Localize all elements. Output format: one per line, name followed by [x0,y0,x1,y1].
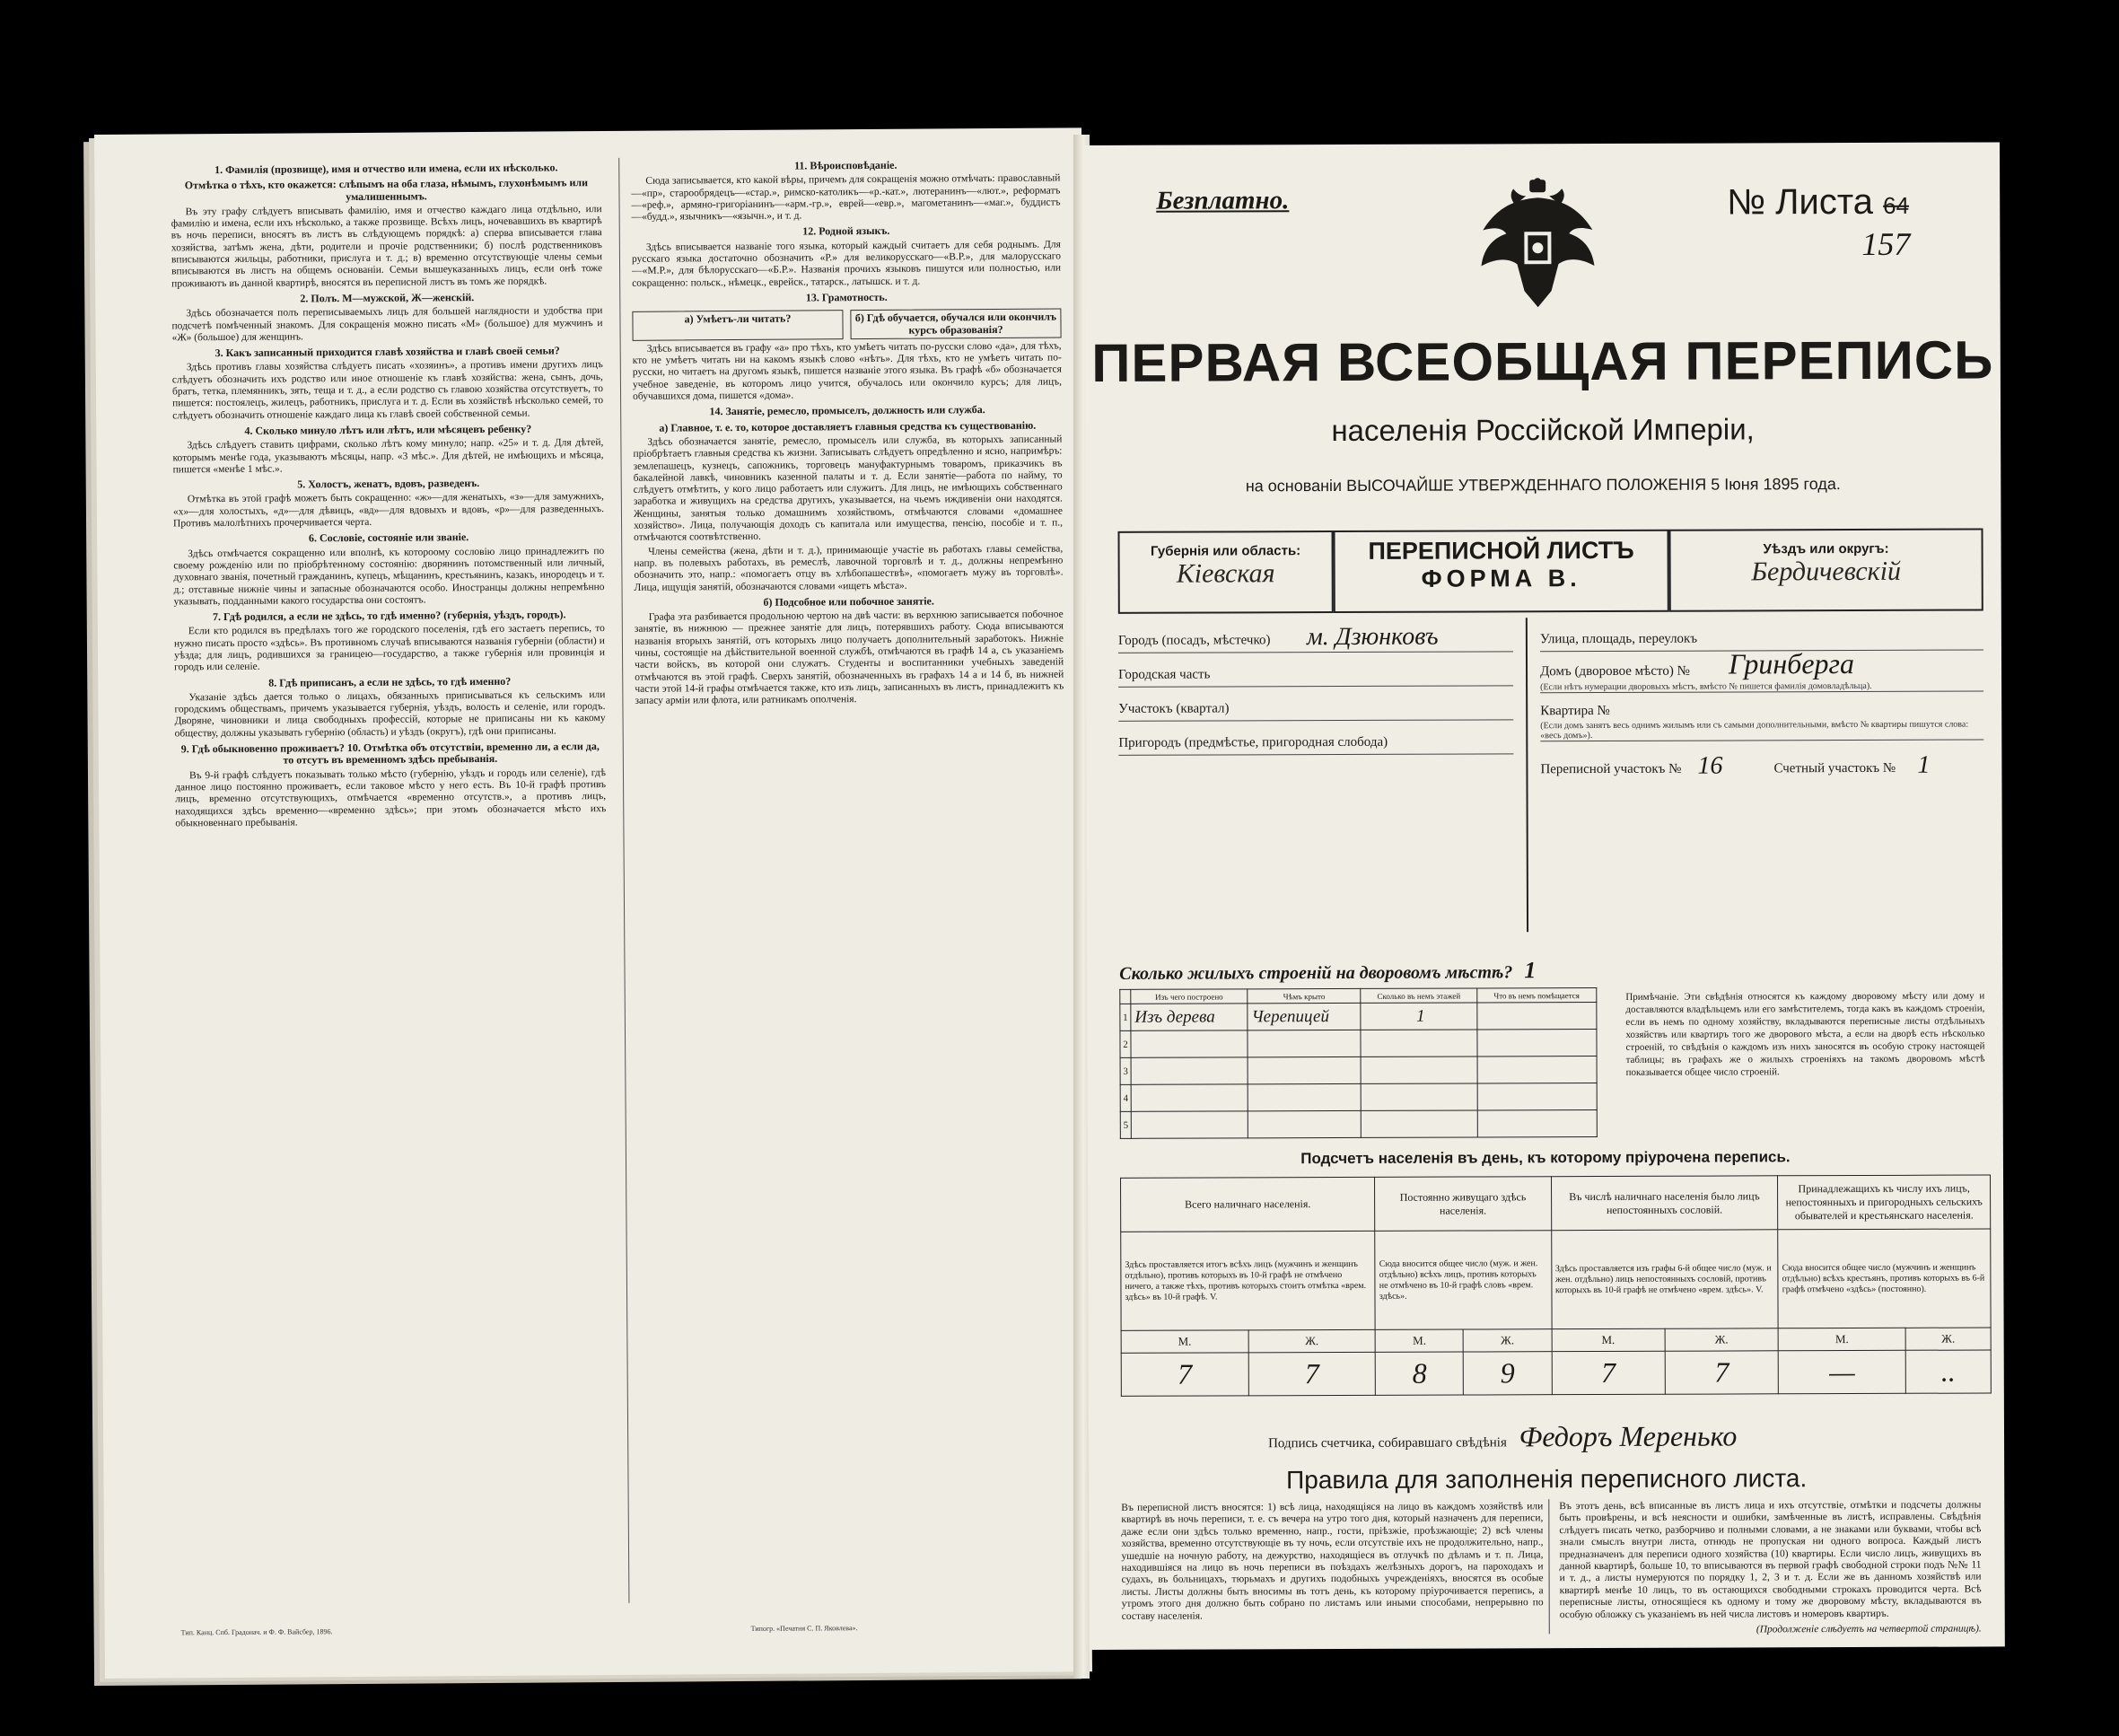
page-subtitle: населенія Россійской Имперіи, [1331,412,1755,448]
building-use [1477,1083,1597,1110]
district-label: Уѣздъ или округъ: [1763,540,1889,557]
house-row [1540,647,1983,694]
count-values-row [1121,1350,1991,1396]
page-title: ПЕРВАЯ ВСЕОБЩАЯ ПЕРЕПИСЬ [1091,329,1994,393]
count-column-description: Здѣсь проставляется итогъ всѣхъ лицъ (мужчинъ и женщинъ отдѣльно), противъ которыхъ въ 10-й графѣ не отмѣчено ничего, а также тѣхъ, противъ которыхъ стоитъ отмѣтка «врем. здѣсь» въ 10-й графѣ. V. [1121,1231,1376,1330]
section-heading: 5. Холостъ, женатъ, вдовъ, разведенъ. [297,477,480,491]
count-sex-row [1121,1328,1991,1353]
suburb-label: Пригородъ (предмѣстье, пригородная слобода) [1118,734,1388,750]
signature-label: Подпись счетчика, собиравшаго свѣдѣнія [1268,1435,1507,1451]
table-row [1120,1110,1597,1139]
buildings-header: Изъ чего построено [1131,989,1248,1004]
column-divider [618,158,629,1603]
row-number: 5 [1120,1111,1131,1138]
printer-footer-right: Типогр. «Печатня С. П. Яковлева». [750,1624,858,1633]
count-column-header: Постоянно живущаго здѣсь населенія. [1375,1177,1551,1232]
census-district-value: 16 [1697,751,1723,780]
form-subtitle: ФОРМА В. [1421,565,1581,592]
sex-label: М. [1552,1328,1665,1351]
buildings-header-row [1120,988,1597,1004]
row-number: 3 [1120,1057,1131,1084]
section-text: Члены семейства (жена, дѣти и т. д.), принимающіе участіе въ работахъ главы семейства, напр. въ полевыхъ работахъ, въ ремеслѣ, лавочной торговлѣ и т. д., должны непремѣнно обозначить это, напр.: «помогаетъ отцу въ хлѣбопашествѣ», «помогаетъ мужу въ торговлѣ». Лица, ищущія занятій, обозначаются словами «ищетъ мѣста». [634,543,1064,593]
buildings-header: Чѣмъ крыто [1248,988,1361,1003]
count-column-description: Сюда вносится общее число (муж. и жен. отдѣльно) всѣхъ лицъ, противъ которыхъ не отмѣчено въ 10-й графѣ словъ «врем. здѣсь». [1375,1231,1552,1330]
house-value: Гринберга [1728,647,1855,680]
building-use [1477,1030,1597,1057]
section-heading: 8. Гдѣ приписанъ, а если не здѣсь, то гдѣ именно? [268,674,512,689]
building-roof [1248,1030,1361,1057]
province-value: Кіевская [1176,558,1275,589]
section-heading: 13. Грамотность. [805,290,888,304]
building-floors [1361,1057,1476,1083]
enumerator-signature [1268,1419,1737,1454]
building-material [1131,1030,1248,1057]
building-use [1477,1057,1597,1083]
rules-text: Въ этотъ день, всѣ вписанные въ листъ лица и ихъ отсутствіе, отмѣтки и подсчеты должны быть провѣрены, и всѣ неясности и ошибки, замѣченные въ листѣ, исправлены. Свѣдѣнія слѣдуетъ писать четко, разборчиво и полными словами, а не знаками или буквами, чтобы всѣ знали смыслъ внутри листа, отнюдь не пропуская ни одного вопроса. Каждый листъ предназначенъ для переписи одного хозяйства (10) квартиры. Если число лицъ, живущихъ въ данной квартирѣ, больше 10, то вписываются въ первой графѣ свободной строки подъ №№ 11 и т. д., а листы нумеруются по порядку 1, 2, 3 и т. д. Если же въ данномъ хозяйствѣ или квартирѣ менѣе 10 лицъ, то въ остающихся свободными строкахъ проводится черта. Всѣ переписные листы, относящіеся къ одному и тому же дворовому мѣсту, вкладываются въ особую обложку съ указаніемъ въ ней числа листовъ и номеровъ квартиръ. [1559,1499,1982,1620]
section-heading: 14. Занятіе, ремесло, промыселъ, должность или служба. [709,403,985,418]
sex-label: Ж. [1905,1328,1991,1350]
free-label: Безплатно. [1156,186,1290,215]
section-heading: 7. Гдѣ родился, а если не здѣсь, то гдѣ именно? (губернія, уѣздъ, городъ). [212,608,566,624]
count-value: 7 [1248,1352,1376,1395]
building-floors [1362,1110,1477,1137]
buildings-header: Что въ немъ помѣщается [1476,988,1596,1003]
section-heading: 2. Полъ. М—мужской, Ж—женскій. [300,291,475,305]
building-floors [1361,1030,1476,1057]
apartment-label: Квартира № [1540,703,1610,719]
count-column-header: Принадлежащихъ къ числу ихъ лицъ, непостоянныхъ и пригородныхъ сельскихъ обывателей и крестьянскаго населенія. [1778,1175,1991,1230]
section-text: Здѣсь обозначается полъ переписываемыхъ лицъ для большей наглядности и удобства при подсчетѣ помѣченный знакомъ. Для сокращенія можно писать «М» (большое) для мужчинъ и «Ж» (большое) для женщинъ. [171,305,603,344]
buildings-header: Сколько въ немъ этажей [1361,988,1476,1003]
printer-footer-left: Тип. Канц. Спб. Градонач. и Ф. Ф. Вайсбер, 1896. [180,1627,333,1637]
city-row [1118,618,1513,653]
section-heading: 1. Фамилія (прозвище), имя и отчество или имена, если их нѣсколько. [215,161,558,177]
sex-label: Ж. [1665,1328,1778,1351]
apartment-row [1540,692,1983,742]
sex-label: М. [1778,1328,1905,1350]
street-label: Улица, площадь, переулокъ [1539,631,1698,647]
address-right [1526,617,1984,933]
form-title-box [1333,530,1668,613]
rules-divider [1548,1499,1550,1634]
building-material [1131,1084,1248,1111]
sex-label: М. [1375,1329,1463,1352]
buildings-table [1119,987,1598,1139]
rules-text-right [1559,1500,1982,1637]
section-heading: 12. Родной языкъ. [802,224,890,238]
district-box [1668,529,1983,612]
suburb-row [1118,720,1513,756]
count-value: 7 [1552,1351,1666,1394]
building-floors [1361,1083,1476,1110]
section-text: Графа эта разбивается продольною чертою на двѣ части: въ верхнюю записывается побочное занятіе, въ нижнюю — прежнее занятіе для лицъ, потерявшихъ работу. Сюда вписываются названія вторыхъ занятій, отъ которыхъ лицо получаетъ дополнительный заработокъ. Нижніе чины, состоящіе на дѣйствительной военной службѣ, отмѣчаются въ графѣ 14 а, съ указаніемъ части войскъ, въ которой они служатъ. Студенты и воспитанники учебныхъ заведеній отмѣчаются въ этой графѣ. Сверхъ занятій, обозначенныхъ въ графахъ 14 а и 14 б, въ нижней части этой 14-й графы отмѣчается также, кто изъ лицъ, записанныхъ въ листъ, принадлежитъ къ запасу арміи или флота, или ратникамъ ополченія. [634,609,1064,706]
house-label: Домъ (дворовое мѣсто) № [1540,663,1690,679]
table-row [1120,1030,1597,1058]
building-roof [1248,1057,1361,1083]
left-page [94,127,1092,1679]
row-number: 1 [1120,1004,1131,1030]
rules-continuation: (Продолженіе слѣдуетъ на четвертой страницѣ). [1756,1623,1982,1635]
city-part-label: Городская часть [1118,667,1211,682]
count-value: 7 [1665,1351,1779,1394]
row-number: 4 [1120,1084,1131,1111]
sex-label: М. [1121,1330,1248,1353]
count-column-header: Всего наличнаго населенія. [1121,1177,1376,1232]
signature-value: Федоръ Меренько [1519,1419,1738,1453]
section-text: Здѣсь противъ главы хозяйства слѣдуетъ писать «хозяинъ», а противъ имени другихъ лицъ слѣдуетъ обозначить ихъ родство или иное отношеніе къ главѣ хозяйства: жена, сынъ, дочь, братъ, тетка, племянникъ, зять, теща и т. д., а если родство съ главою хозяйства отсутствуетъ, то пишется: постоялецъ, жилецъ, работникъ, прислуга и т. д. Если въ хозяйствѣ нѣсколько семей, то слѣдуетъ обозначить отношеніе каждаго лица къ главѣ своей собственной семьи. [171,359,604,422]
section-text: Отмѣтка въ этой графѣ можетъ быть сокращенно: «ж»—для женатыхъ, «з»—для замужнихъ, «х»—для холостыхъ, «д»—для дѣвицъ, «вд»—для вдовыхъ и вдовъ, «р»—для разведенныхъ. Противъ малолѣтнихъ прочерчивается черта. [172,491,604,530]
sector-label: Участокъ (квартал) [1118,701,1230,716]
apartment-note: (Если домъ занятъ весь однимъ жилымъ или съ самыми дополнительными, вмѣсто № квартиры пишутся слова: «весь домъ»). [1540,719,1969,741]
double-headed-eagle-icon [1470,176,1606,311]
count-column-header: Въ числѣ наличнаго населенія было лицъ непостоянныхъ сословій. [1551,1176,1778,1231]
section-text: Здѣсь обозначается занятіе, ремесло, промыселъ или служба, въ которыхъ записанный пріобрѣтаетъ главныя средства къ жизни. Записывать слѣдуетъ опредѣленно и ясно, напримѣръ: землепашецъ, кузнецъ, сапожникъ, торговецъ мануфактурнымъ товаромъ, приказчикъ въ бакалейной лавкѣ, чиновникъ казенной палаты и т. д. Если занятіе—работа по найму, то слѣдуетъ отмѣтить, у кого лицо работаетъ или служитъ. Для лицъ, не имѣющихъ собственнаго заработка и живущихъ на средства другихъ, указывается, на чьемъ иждивеніи они находятся. Женщины, занятыя только домашнимъ хозяйствомъ, отмѣчаются словами «домашнее хозяйство». Лица, получающія доходъ съ капитала или имущества, пенсію, пособіе и т. п., отмѣчаются соотвѣтственно. [633,434,1064,544]
sex-label: Ж. [1248,1329,1376,1352]
rules-text-left: Въ переписной листъ вносятся: 1) всѣ лица, находящіяся на лицо въ каждомъ хозяйствѣ или квартирѣ въ ночь переписи, т. е. съ вечера на утро того дня, который назначенъ для переписи, даже если они здѣсь только временно, напр., гости, пріѣзжіе, проѣзжающіе; 2) всѣ члены хозяйства, временно отсутствующіе въ ту ночь, если отсутствіе ихъ не продолжительно, напр., ушедшіе на ночную работу, на дежурство, находящіеся въ отлучкѣ по дѣламъ и т. п. Лица, находившіяся на лицо въ ночь переписи въ поѣздахъ желѣзныхъ дорогъ, на пароходахъ и судахъ, въ больницахъ, тюрьмахъ и другихъ подобныхъ учрежденіяхъ, вносятся въ особые листы. Листы должны быть вносимы въ тотъ день, къ которому пріурочивается перепись, а утромъ этого дня должно быть собрано по листамъ или иными способами, непрерывно по составу населенія. [1121,1501,1544,1622]
section-heading: 3. Какъ записанный приходится главѣ хозяйства и главѣ своей семьи? [215,344,560,360]
section-text: Въ 9-й графѣ слѣдуетъ показывать только мѣсто (губернію, уѣздъ и городъ или селеніе), гдѣ данное лицо постоянно проживаетъ, если таковое мѣсто у него есть. Въ 10-й графѣ противъ лицъ, временно отсутствующихъ, отмѣчается «временно отсутств.», а противъ лицъ, находящихся здѣсь временно—«временно здѣсь»; при этомъ обозначается мѣсто ихъ обыкновеннаго пребыванія. [175,767,607,829]
building-roof [1248,1110,1361,1137]
population-count-table [1120,1174,1992,1396]
rules-heading: Правила для заполненія переписного листа. [1286,1464,1808,1495]
legal-basis: на основаніи ВЫСОЧАЙШЕ УТВЕРЖДЕННАГО ПОЛОЖЕНІЯ 5 Іюня 1895 года. [1245,475,1841,495]
instructions-column-right [631,154,1064,709]
census-district-row [1540,741,1983,782]
building-use [1477,1110,1597,1137]
building-material [1131,1057,1248,1084]
section-text: Сюда записывается, кто какой вѣры, причемъ для сокращенія можно отмѣчать: православный—«пр», старообрядецъ—«стар.», римско-католикъ—«р.-кат.», лютеранинъ—«лют.», реформатъ—«реф.», армяно-григоріанинъ—«арм.-гр.», еврей—«евр.», магометанинъ—«маг.», буддистъ—«будд.», язычникъ—«язычн.», и т. д. [631,172,1061,224]
count-district-label: Счетный участокъ № [1773,760,1896,776]
building-material [1131,1111,1248,1138]
section-subheading: б) Подсобное или побочное занятіе. [763,594,934,609]
sheet-number-struck: 64 [1883,191,1910,219]
building-floors: 1 [1361,1003,1476,1030]
count-value: 7 [1121,1353,1248,1396]
buildings-remark: Примѣчаніе. Эти свѣдѣнія относятся къ каждому дворовому мѣсту или дому и доставляются владѣльцемъ или его замѣстителемъ, тогда какъ въ каждомъ строеніи, если въ немъ по одному хозяйству, вкладываются переписные листы отдѣльныхъ хозяйствъ или квартиръ того же дворового мѣста, а если на дворѣ есть нѣсколько строеній, то свѣдѣнія о каждомъ изъ нихъ заносятся въ особую строку настоящей таблицы; въ графахъ же о жилыхъ строеніяхъ на такомъ дворовомъ мѣстѣ показывается общее число строеній. [1625,990,1985,1078]
section-text: Здѣсь слѣдуетъ ставить цифрами, сколько лѣтъ кому минуло; напр. «25» и т. д. Для дѣтей, которымъ менѣе года, указываютъ мѣсяцы, напр. «3 мѣс.». Для дѣтей, не имѣющихъ и мѣсяца, пишется «менѣе 1 мѣс.». [172,437,604,476]
building-use [1477,1003,1597,1030]
city-part-row [1118,652,1513,688]
section-text: Здѣсь вписывается названіе того языка, который каждый считаетъ для себя роднымъ. Для русскаго языка достаточно обозначить «Р.» для великорусскаго—«В.Р.», для малорусскаго—«М.Р.», для бѣлорусскаго—«Б.Р.». Названія прочихъ языковъ пишутся или полностью, или сокращенно: польск., нѣмецк., еврейск., татарск., латышск. и т. д. [631,239,1062,289]
province-label: Губернія или область: [1150,543,1301,559]
count-value: 9 [1464,1352,1552,1395]
census-district-label: Переписной участокъ № [1540,761,1682,777]
city-value: м. Дзюнковъ [1306,622,1439,652]
house-note: (Если нѣтъ нумерации дворовыхъ мѣстъ, вмѣсто № пишется фамилія домовладѣльца). [1540,680,1872,693]
section-subheading: а) Главное, т. е. то, которое доставляетъ главныя средства къ существованію. [659,418,1037,434]
count-district-value: 1 [1917,750,1931,779]
sheet-number-caption: № Листа [1727,181,1874,223]
section-subheading: б) Гдѣ обучается, обучался или окончилъ курсъ образованія? [850,309,1061,339]
form-title: ПЕРЕПИСНОЙ ЛИСТЪ [1368,536,1634,565]
buildings-header-num [1120,989,1131,1004]
building-roof [1248,1083,1361,1110]
count-column-description: Здѣсь проставляется изъ графы 6-й общее число (муж. и жен. отдѣльно) лицъ непостоянныхъ сословій, противъ которыхъ въ 10-й графѣ не отмѣчено «врем. здѣсь». V. [1551,1230,1778,1329]
count-value: .. [1905,1350,1991,1393]
row-number: 2 [1120,1030,1131,1057]
sex-label: Ж. [1464,1329,1552,1352]
building-roof: Черепицей [1248,1003,1361,1030]
sector-row [1118,686,1513,722]
section-text: Если кто родился въ предѣлахъ того же городского поселенія, гдѣ его застаетъ перепись, то нужно писать просто «здѣсь». Въ противномъ случаѣ вписываются названія губерніи (области) и уѣзда; для лицъ, родившихся за границею—государство, а также губернія или провинція и городъ или селеніе. [173,623,606,673]
instructions-column-left [171,158,606,831]
section-heading: 4. Сколько минуло лѣтъ или лѣтъ, или мѣсяцевъ ребенку? [244,422,532,437]
count-column-description: Сюда вносится общее число (мужчинъ и женщинъ отдѣльно) всѣхъ крестьянъ, противъ которыхъ въ 6-й графѣ отмѣчено «здѣсь» (постоянно). [1778,1229,1991,1328]
population-count-heading: Подсчетъ населенія въ день, къ которому пріурочена перепись. [1300,1148,1791,1168]
buildings-question-text: Сколько жилыхъ строеній на дворовомъ мѣстѣ? [1119,962,1513,984]
section-subheading: а) Умѣетъ-ли читать? [632,310,843,340]
sheet-number-label [1727,182,1909,224]
district-value: Бердичевскій [1751,556,1902,587]
building-material: Изъ дерева [1131,1004,1248,1030]
count-description-row [1121,1229,1991,1330]
buildings-question [1119,957,1536,986]
buildings-answer: 1 [1524,957,1537,984]
sheet-number-handwritten: 157 [1861,225,1911,262]
section-heading: 6. Сословіе, состояніе или званіе. [308,530,469,545]
table-row [1120,1057,1597,1085]
count-header-row [1121,1175,1991,1232]
literacy-subheads [632,305,1061,344]
street-row [1540,617,1983,653]
section-heading: 9. Гдѣ обыкновенно проживаетъ? 10. Отмѣтка объ отсутствіи, временно ли, а если да, то отсутъ въ временномъ здѣсь пребыванія. [180,740,600,767]
section-text: Указаніе здѣсь дается только о лицахъ, обязанныхъ приписываться къ сельскимъ или городскимъ обществамъ, причемъ указывается губернія, уѣздъ, волость и селеніе, или городъ. Дворяне, чиновники и лица свободныхъ профессій, которые не приписаны ни къ какому обществу, должны указывать губернію (область) и уѣздъ (округъ), гдѣ они приписаны. [174,688,606,740]
city-label: Городъ (посадъ, мѣстечко) [1117,633,1271,648]
address-left [1118,618,1514,934]
section-heading: 11. Вѣроисповѣданіе. [794,158,898,172]
right-page [1084,142,2005,1650]
province-box [1118,530,1334,614]
section-subheading: Отмѣтка о тѣхъ, кто окажется: слѣпымъ на оба глаза, нѣмымъ, глухонѣмымъ или умалишеннымъ. [184,176,589,203]
table-row [1120,1083,1597,1112]
count-value: — [1778,1350,1905,1393]
section-text: Здѣсь вписывается въ графу «а» про тѣхъ, кто умѣетъ читать по-русски слово «да», для тѣхъ, кто не умѣетъ читать ни на какомъ языкѣ слово «нѣтъ». Для тѣхъ, кто не умѣетъ читать по-русски, но читаетъ на другомъ языкѣ, пишется названіе этого языка. Въ графѣ «б» обозначается учебное заведеніе, въ которомъ лицо учится, обучалось или окончило курсъ; для лицъ, обучавшихся дома, пишется «дома». [632,340,1062,402]
section-text: Здѣсь отмѣчается сокращенно или вполнѣ, къ котороому сословію лицо принадлежитъ по своему рожденію или по пріобрѣтенному состоянію: дворянинъ потомственный или личный, духовнаго званія, почетный гражданинъ, купецъ, мѣщанинъ, крестьянинъ, казакъ, инородецъ и т. д.; отставные нижніе чины и запасные обозначаются особо. Иностранцы должны непремѣнно указывать, подданными какого государства они состоятъ. [173,545,605,608]
count-value: 8 [1376,1352,1464,1395]
table-row [1120,1003,1597,1031]
section-text: Въ эту графу слѣдуетъ вписывать фамилію, имя и отчество каждаго лица отдѣльно, или фамилію и имена, если ихъ нѣсколько, а также прозвище. Всѣхъ лицъ, ночевавшихъ въ квартирѣ въ ночь переписи, вносятъ въ листъ въ слѣдующемъ порядкѣ: а) сперва вписывается глава хозяйства, затѣмъ жена, дѣти, родители и прочіе родственники; б) послѣ родственниковъ вписываются жильцы, работники, прислуга и т. д.; в) временно отсутствующіе члены семьи вписываются въ листъ на общемъ основаніи. Семьи вышеуказанныхъ лицъ, если онѣ тоже проживаютъ въ данной квартирѣ, вносятся въ переписной листъ въ томъ же порядкѣ. [171,203,603,290]
